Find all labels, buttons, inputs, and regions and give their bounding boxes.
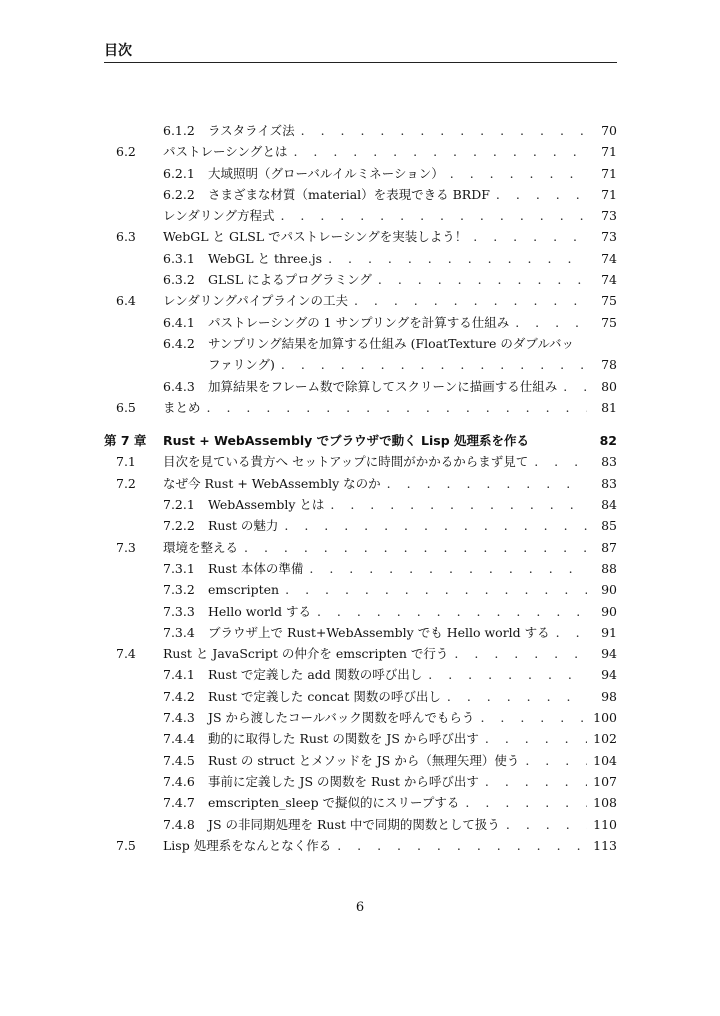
toc-entry-title: WebGL と GLSL でパストレーシングを実装しよう！ [163,226,473,247]
toc-page-number: 73 [601,208,617,224]
toc-entry[interactable] [104,141,617,162]
toc-entry[interactable] [104,686,617,707]
toc-entry[interactable] [104,397,617,418]
toc-page-number: 113 [593,837,617,853]
toc-subsection-number: 6.2.2 [163,186,195,202]
toc-subsection-number: 7.2.2 [163,518,195,534]
dot-leader [485,771,587,792]
dot-leader [447,686,587,707]
toc-entry-title: Rust で定義した add 関数の呼び出し [208,664,428,685]
toc-entry-body [208,601,617,622]
toc-entry[interactable] [104,601,617,622]
toc-section-number: 6.5 [116,399,136,415]
toc-page-number: 85 [601,518,617,534]
dot-leader [301,120,587,141]
toc-page-number: 83 [601,475,617,491]
dot-leader [328,248,587,269]
toc-page-number: 98 [601,688,617,704]
toc-entry-body [208,312,617,333]
toc-entry-title: パストレーシングの 1 サンプリングを計算する仕組み [208,312,515,333]
toc-entry-body [163,290,617,311]
toc-subsection-number: 7.4.5 [163,752,195,768]
toc-entry-body [208,579,617,600]
toc-entry-title: サンプリング結果を加算する仕組み (FloatTexture のダブルバッ [208,333,580,354]
toc-page-number: 81 [601,399,617,415]
dot-leader [515,312,587,333]
dot-leader [285,579,587,600]
dot-leader [506,814,587,835]
toc-entry-body [208,354,617,375]
toc-entry[interactable] [104,184,617,205]
toc-entry[interactable] [104,537,617,558]
toc-entry-title: まとめ [163,397,207,418]
dot-leader [480,707,587,728]
toc-subsection-number: 7.4.3 [163,710,195,726]
dot-leader [563,376,587,397]
toc-entry-body [208,771,617,792]
toc-page-number: 75 [601,293,617,309]
toc-entry[interactable] [104,120,617,141]
toc-entry-title: 環境を整える [163,537,244,558]
toc-section-number: 7.4 [116,646,136,662]
toc-page-number: 110 [593,816,617,832]
running-header [104,40,617,63]
toc-entry[interactable] [104,707,617,728]
toc-page-number: 104 [593,752,617,768]
toc-entry[interactable] [104,451,617,472]
toc-entry-title: ブラウザ上で Rust+WebAssembly でも Hello world する [208,622,556,643]
toc-page-number: 90 [601,603,617,619]
toc-entry-title: emscripten_sleep で擬似的にスリープする [208,792,465,813]
toc-entry-title: 動的に取得した Rust の関数を JS から呼び出す [208,728,485,749]
toc-page-number: 84 [601,497,617,513]
toc-entry[interactable] [104,622,617,643]
toc-entry-body [163,451,617,472]
toc-entry[interactable] [104,354,617,375]
toc-subsection-number: 6.3.1 [163,250,195,266]
header-title: 目次 [104,43,132,59]
toc-entry-body [163,141,617,162]
toc-entry-title: WebGL と three.js [208,248,328,269]
toc-entry-body [208,686,617,707]
dot-leader [485,728,587,749]
toc-entry[interactable] [104,792,617,813]
dot-leader [496,184,587,205]
toc-entry-title: ラスタライズ法 [208,120,301,141]
toc-page-number: 90 [601,582,617,598]
toc-subsection-number: 7.2.1 [163,497,195,513]
toc-entry-body [163,473,617,494]
toc-entry[interactable] [104,771,617,792]
toc-subsection-number: 7.3.3 [163,603,195,619]
toc-subsection-number: 6.2.1 [163,165,195,181]
dot-leader [330,494,587,515]
toc-entry-body [163,537,617,558]
toc-entry-body [208,558,617,579]
toc-page-number: 82 [599,433,617,449]
toc-page-number: 102 [593,731,617,747]
toc-entry-body [208,622,617,643]
toc-entry-body [208,269,617,290]
toc-subsection-number: 7.4.1 [163,667,195,683]
toc-page-number: 71 [601,186,617,202]
toc-entry[interactable] [104,664,617,685]
toc-entry-title: emscripten [208,579,285,600]
toc-subsection-number: 7.3.1 [163,560,195,576]
toc-entry[interactable] [104,494,617,515]
dot-leader [473,226,587,247]
dot-leader [534,451,587,472]
toc-page-number: 78 [601,357,617,373]
table-of-contents [104,120,617,856]
toc-entry-title: GLSL によるプログラミング [208,269,378,290]
toc-entry-body [208,163,617,184]
toc-page-number: 87 [601,539,617,555]
page-number: 6 [355,900,365,915]
toc-chapter-entry[interactable] [104,430,617,451]
toc-entry-title: Rust + WebAssembly でブラウザで動く Lisp 処理系を作る [163,430,535,451]
toc-entry[interactable] [104,814,617,835]
toc-subsection-number: 6.4.3 [163,378,195,394]
toc-entry[interactable] [104,579,617,600]
toc-entry-body [208,728,617,749]
toc-entry-title: 目次を見ている貴方へ セットアップに時間がかかるからまず見て [163,451,534,472]
toc-entry[interactable] [104,248,617,269]
toc-entry[interactable] [104,226,617,247]
toc-entry-body [208,494,617,515]
toc-entry-body [208,792,617,813]
toc-entry-body [163,430,617,451]
dot-leader [280,205,587,226]
toc-entry-title: Rust の struct とメソッドを JS から（無理矢理）使う [208,750,525,771]
toc-entry-body [163,205,617,226]
toc-subsection-number: 6.4.2 [163,335,195,351]
toc-entry-title: JS から渡したコールバック関数を呼んでもらう [208,707,480,728]
toc-entry[interactable] [104,376,617,397]
dot-leader [354,290,587,311]
toc-page-number: 75 [601,314,617,330]
toc-page-number: 88 [601,560,617,576]
toc-entry[interactable] [104,558,617,579]
toc-entry[interactable] [104,750,617,771]
toc-page-number: 73 [601,229,617,245]
toc-page-number: 80 [601,378,617,394]
toc-subsection-number: 7.4.6 [163,773,195,789]
toc-entry-title: 事前に定義した JS の関数を Rust から呼び出す [208,771,485,792]
toc-entry-body [208,248,617,269]
toc-entry[interactable] [104,643,617,664]
toc-entry-body [208,707,617,728]
toc-subsection-number: 7.4.4 [163,731,195,747]
toc-page-number: 70 [601,123,617,138]
toc-entry[interactable] [104,835,617,856]
toc-subsection-number: 6.4.1 [163,314,195,330]
toc-page-number: 83 [601,454,617,470]
toc-entry-title: Lisp 処理系をなんとなく作る [163,835,337,856]
dot-leader [525,750,587,771]
dot-leader [450,163,587,184]
dot-leader [244,537,587,558]
toc-entry-body [208,814,617,835]
dot-leader [281,354,587,375]
toc-entry-body [163,397,617,418]
toc-page-number: 71 [601,144,617,160]
toc-page-number: 71 [601,165,617,181]
toc-entry-body [208,664,617,685]
dot-leader [284,515,587,536]
dot-leader [293,141,587,162]
toc-page-number: 107 [593,773,617,789]
dot-leader [465,792,587,813]
toc-entry-title: WebAssembly とは [208,494,330,515]
toc-section-number: 7.3 [116,539,136,555]
toc-entry-title: なぜ今 Rust + WebAssembly なのか [163,473,387,494]
toc-entry[interactable] [104,728,617,749]
toc-subsection-number: 7.4.7 [163,795,195,811]
toc-section-number: 6.2 [116,144,136,160]
toc-entry-body [208,376,617,397]
toc-page-number: 74 [601,272,617,288]
toc-entry-body [208,184,617,205]
toc-page-number: 91 [601,624,617,640]
toc-subsection-number: 7.3.2 [163,582,195,598]
toc-entry[interactable] [104,333,617,354]
toc-entry-body [163,835,617,856]
toc-entry-title: パストレーシングとは [163,141,293,162]
toc-entry-title: Rust と JavaScript の仲介を emscripten で行う [163,643,454,664]
toc-entry[interactable] [104,163,617,184]
toc-entry[interactable] [104,290,617,311]
dot-leader [556,622,587,643]
toc-entry-title: レンダリング方程式 [163,205,280,226]
toc-entry-title: レンダリングパイプラインの工夫 [163,290,354,311]
toc-subsection-number: 7.4.2 [163,688,195,704]
toc-entry[interactable] [104,473,617,494]
toc-entry-body [208,120,617,141]
toc-entry-title: さまざまな材質（material）を表現できる BRDF [208,184,496,205]
toc-entry-body [208,750,617,771]
toc-entry-body [208,333,617,354]
toc-subsection-number: 6.1.2 [163,123,195,138]
dot-leader [378,269,587,290]
toc-subsection-number: 7.4.8 [163,816,195,832]
toc-entry-body [163,226,617,247]
dot-leader [309,558,587,579]
toc-entry-title: JS の非同期処理を Rust 中で同期的関数として扱う [208,814,506,835]
dot-leader [337,835,587,856]
toc-entry-title: 大域照明（グローバルイルミネーション） [208,163,450,184]
toc-section-number: 第 7 章 [104,433,147,449]
toc-page-number: 94 [601,646,617,662]
toc-entry-title: Rust 本体の準備 [208,558,309,579]
dot-leader [454,643,587,664]
toc-entry-title: Rust の魅力 [208,515,284,536]
toc-entry-body [208,515,617,536]
toc-entry[interactable] [104,269,617,290]
toc-entry-title: Hello world する [208,601,317,622]
toc-section-number: 7.2 [116,475,136,491]
toc-entry-title: 加算結果をフレーム数で除算してスクリーンに描画する仕組み [208,376,563,397]
toc-entry[interactable] [104,205,617,226]
toc-entry-title: Rust で定義した concat 関数の呼び出し [208,686,447,707]
toc-page-number: 100 [593,710,617,726]
toc-subsection-number: 7.3.4 [163,624,195,640]
chapter-spacer [104,418,617,430]
dot-leader [428,664,587,685]
toc-entry[interactable] [104,515,617,536]
dot-leader [207,397,587,418]
dot-leader [387,473,587,494]
toc-entry-title: ファリング) [208,354,281,375]
toc-entry-body [163,643,617,664]
toc-page-number: 108 [593,795,617,811]
dot-leader [317,601,587,622]
toc-page-number: 94 [601,667,617,683]
toc-entry[interactable] [104,312,617,333]
toc-subsection-number: 6.3.2 [163,272,195,288]
toc-page-number: 74 [601,250,617,266]
toc-section-number: 6.4 [116,293,136,309]
toc-section-number: 7.1 [116,454,136,470]
toc-section-number: 7.5 [116,837,136,853]
toc-section-number: 6.3 [116,229,136,245]
